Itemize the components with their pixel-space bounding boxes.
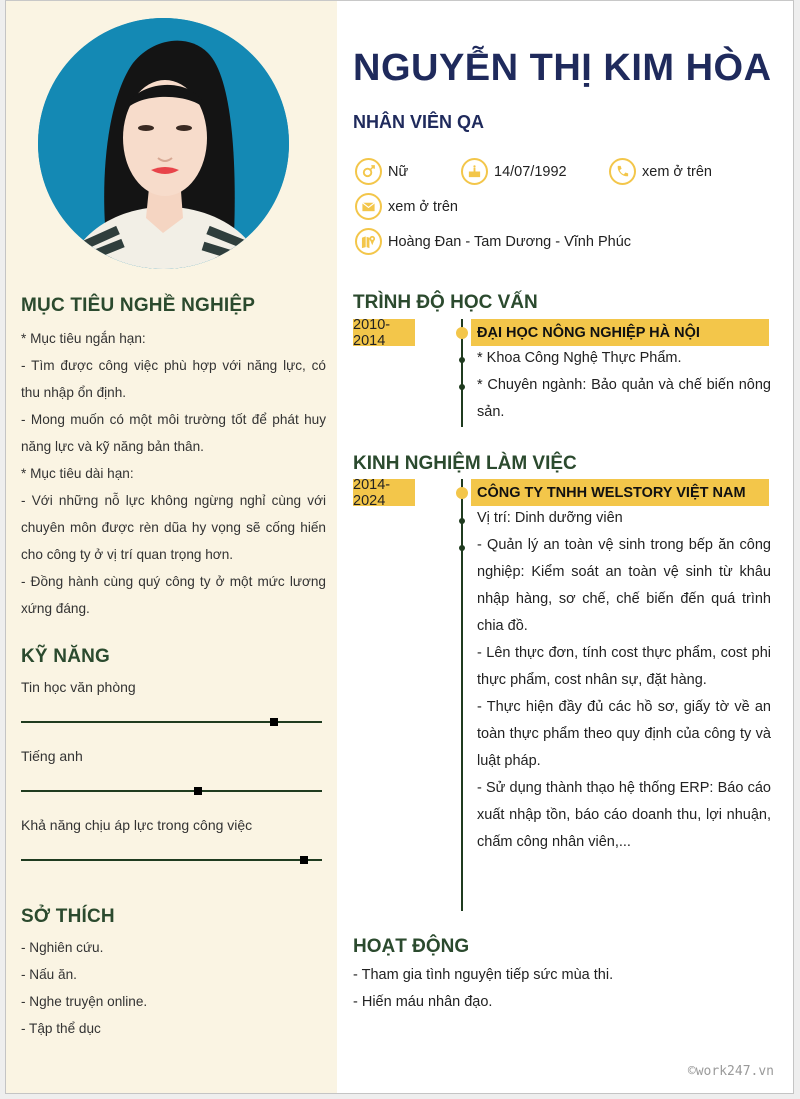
experience-timeline — [461, 479, 463, 911]
experience-details — [477, 505, 771, 856]
experience-company: CÔNG TY TNHH WELSTORY VIỆT NAM — [471, 479, 769, 506]
info-email — [355, 193, 458, 220]
timeline-marker — [456, 327, 468, 339]
activities-title: HOẠT ĐỘNG — [353, 936, 470, 957]
address-value: Hoàng Đan - Tam Dương - Vĩnh Phúc — [388, 233, 632, 250]
left-sidebar — [6, 1, 337, 1093]
profile-photo — [38, 18, 289, 269]
experience-detail: Vị trí: Dinh dưỡng viên — [477, 510, 623, 526]
hobbies-title: SỞ THÍCH — [21, 906, 115, 927]
hobby-item: - Nghe truyện online. — [21, 994, 148, 1009]
experience-detail: - Thực hiện đầy đủ các hồ sơ, giấy tờ về an toàn thực phẩm theo quy định của công ty và luật pháp. — [477, 699, 771, 769]
experience-detail: - Quản lý an toàn vệ sinh trong bếp ăn công nghiệp: Kiểm soát an toàn vệ sinh từ khâu nhập hàng, sơ chế, chế biến đến quá trình chia đồ. — [477, 537, 771, 634]
info-birthday — [461, 158, 567, 185]
objective-title: MỤC TIÊU NGHỀ NGHIỆP — [21, 295, 256, 316]
education-school: ĐẠI HỌC NÔNG NGHIỆP HÀ NỘI — [471, 319, 769, 346]
skill-label: Khả năng chịu áp lực trong công việc — [21, 817, 253, 833]
experience-period: 2014-2024 — [353, 479, 415, 506]
education-detail: * Chuyên ngành: Bảo quản và chế biến nông sản. — [477, 377, 771, 420]
email-value: xem ở trên — [388, 198, 458, 215]
experience-title: KINH NGHIỆM LÀM VIỆC — [353, 453, 577, 474]
skill-level-marker — [300, 856, 308, 864]
hobby-item: - Nấu ăn. — [21, 967, 77, 982]
email-icon — [355, 193, 382, 220]
education-period: 2010-2014 — [353, 319, 415, 346]
skill-bar-pressure — [21, 859, 322, 861]
avatar — [38, 18, 289, 269]
info-address — [355, 228, 631, 255]
activity-item: - Tham gia tình nguyện tiếp sức mùa thi. — [353, 967, 614, 983]
objective-line: - Mong muốn có một môi trường tốt để phát huy năng lực và kỹ năng bản thân. — [21, 412, 326, 454]
full-name: NGUYỄN THỊ KIM HÒA — [353, 47, 772, 89]
gender-icon — [355, 158, 382, 185]
phone-icon — [609, 158, 636, 185]
education-details — [477, 345, 771, 426]
info-phone — [609, 158, 712, 185]
job-title: NHÂN VIÊN QA — [353, 112, 485, 132]
watermark: ©work247.vn — [687, 1064, 774, 1079]
main-content — [337, 1, 794, 1093]
map-pin-icon — [355, 228, 382, 255]
skill-label: Tin học văn phòng — [21, 679, 136, 695]
objective-line: * Mục tiêu dài hạn: — [21, 466, 134, 481]
skill-bar-english — [21, 790, 322, 792]
timeline-bullet — [459, 357, 465, 363]
objective-line: - Tìm được công việc phù hợp với năng lực, có thu nhập ổn định. — [21, 358, 326, 400]
hobby-item: - Nghiên cứu. — [21, 940, 104, 955]
hobby-item: - Tập thể dục — [21, 1021, 101, 1036]
birthday-cake-icon — [461, 158, 488, 185]
timeline-marker — [456, 487, 468, 499]
skill-label: Tiếng anh — [21, 748, 83, 764]
gender-value: Nữ — [388, 163, 409, 180]
activity-item: - Hiến máu nhân đạo. — [353, 994, 493, 1010]
phone-value: xem ở trên — [642, 163, 712, 180]
timeline-bullet — [459, 545, 465, 551]
timeline-bullet — [459, 518, 465, 524]
skill-level-marker — [194, 787, 202, 795]
timeline-bullet — [459, 384, 465, 390]
skill-level-marker — [270, 718, 278, 726]
education-detail: * Khoa Công Nghệ Thực Phẩm. — [477, 350, 682, 366]
education-title: TRÌNH ĐỘ HỌC VẤN — [353, 292, 538, 313]
info-gender — [355, 158, 408, 185]
objective-line: * Mục tiêu ngắn hạn: — [21, 331, 146, 346]
skill-bar-office — [21, 721, 322, 723]
objective-line: - Đồng hành cùng quý công ty ở một mức lương xứng đáng. — [21, 574, 326, 616]
skills-title: KỸ NĂNG — [21, 646, 111, 667]
birthday-value: 14/07/1992 — [494, 163, 567, 180]
experience-detail: - Sử dụng thành thạo hệ thống ERP: Báo cáo xuất nhập tồn, báo cáo doanh thu, lợi nhuận, chấm công nhân viên,... — [477, 780, 771, 850]
objective-line: - Với những nỗ lực không ngừng nghỉ cùng với chuyên môn được rèn dũa hy vọng sẽ cống hiến cho công ty ở vị trí quan trọng hơn. — [21, 493, 326, 562]
objective-text — [21, 325, 326, 622]
cv-page — [5, 0, 794, 1094]
experience-detail: - Lên thực đơn, tính cost thực phẩm, cost phi thực phẩm, cost nhân sự, đặt hàng. — [477, 645, 771, 688]
